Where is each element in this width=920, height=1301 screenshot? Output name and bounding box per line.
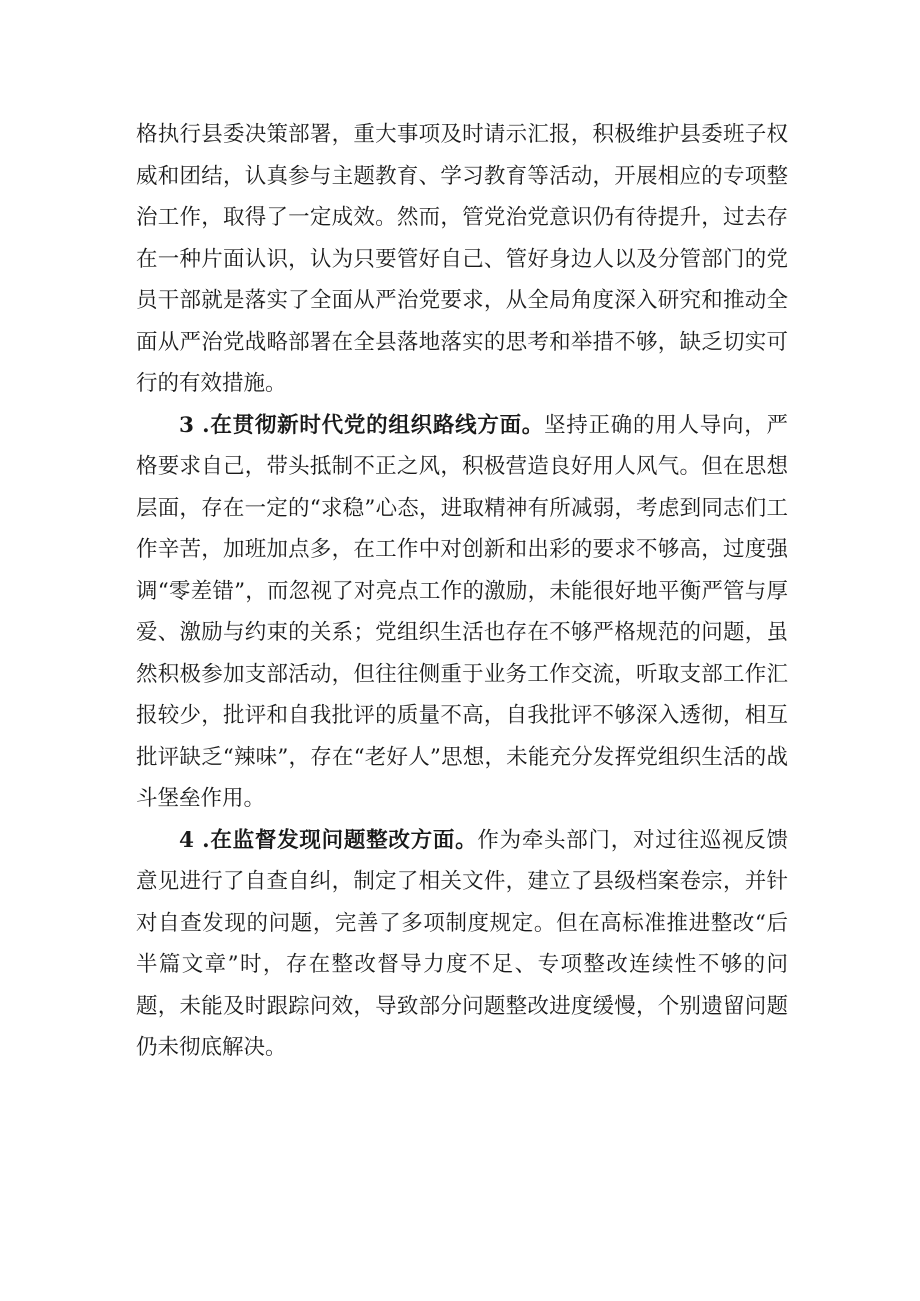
paragraph-continuation (136, 114, 788, 405)
paragraph-organization-line (136, 405, 788, 820)
document-body (136, 114, 788, 1069)
paragraph-text: 格执行县委决策部署，重大事项及时请示汇报，积极维护县委班子权威和团结，认真参与主题教育、学习教育等活动，开展相应的专项整治工作，取得了一定成效。然而，管党治党意识仍有待提升，过去存在一种片面认识，认为只要管好自己、管好身边人以及分管部门的党员干部就是落实了全面从严治党要求，从全局角度深入研究和推动全面从严治党战略部署在全县落地落实的思考和举措不够，缺乏切实可行的有效措施。 (136, 122, 788, 396)
paragraph-text: 坚持正确的用人导向，严格要求自己，带头抵制不正之风，积极营造良好用人风气。但在思想层面，存在一定的“求稳”心态，进取精神有所减弱，考虑到同志们工作辛苦，加班加点多，在工作中对创新和出彩的要求不够高，过度强调“零差错”，而忽视了对亮点工作的激励，未能很好地平衡严管与厚爱、激励与约束的关系；党组织生活也存在不够严格规范的问题，虽然积极参加支部活动，但往往侧重于业务工作交流，听取支部工作汇报较少，批评和自我批评的质量不高，自我批评不够深入透彻，相互批评缺乏“辣味”，存在“老好人”思想，未能充分发挥党组织生活的战斗堡垒作用。 (136, 412, 788, 811)
paragraph-text: 作为牵头部门，对过往巡视反馈意见进行了自查自纠，制定了相关文件，建立了县级档案卷宗，并针对自查发现的问题，完善了多项制度规定。但在高标准推进整改“后半篇文章”时，存在整改督导力度不足、专项整改连续性不够的问题，未能及时跟踪问效，导致部分问题整改进度缓慢，个别遗留问题仍未彻底解决。 (136, 827, 788, 1060)
paragraph-rectification (136, 820, 788, 1069)
paragraph-heading: 3 .在贯彻新时代党的组织路线方面。 (179, 412, 545, 438)
paragraph-heading: 4 .在监督发现问题整改方面。 (179, 827, 478, 853)
